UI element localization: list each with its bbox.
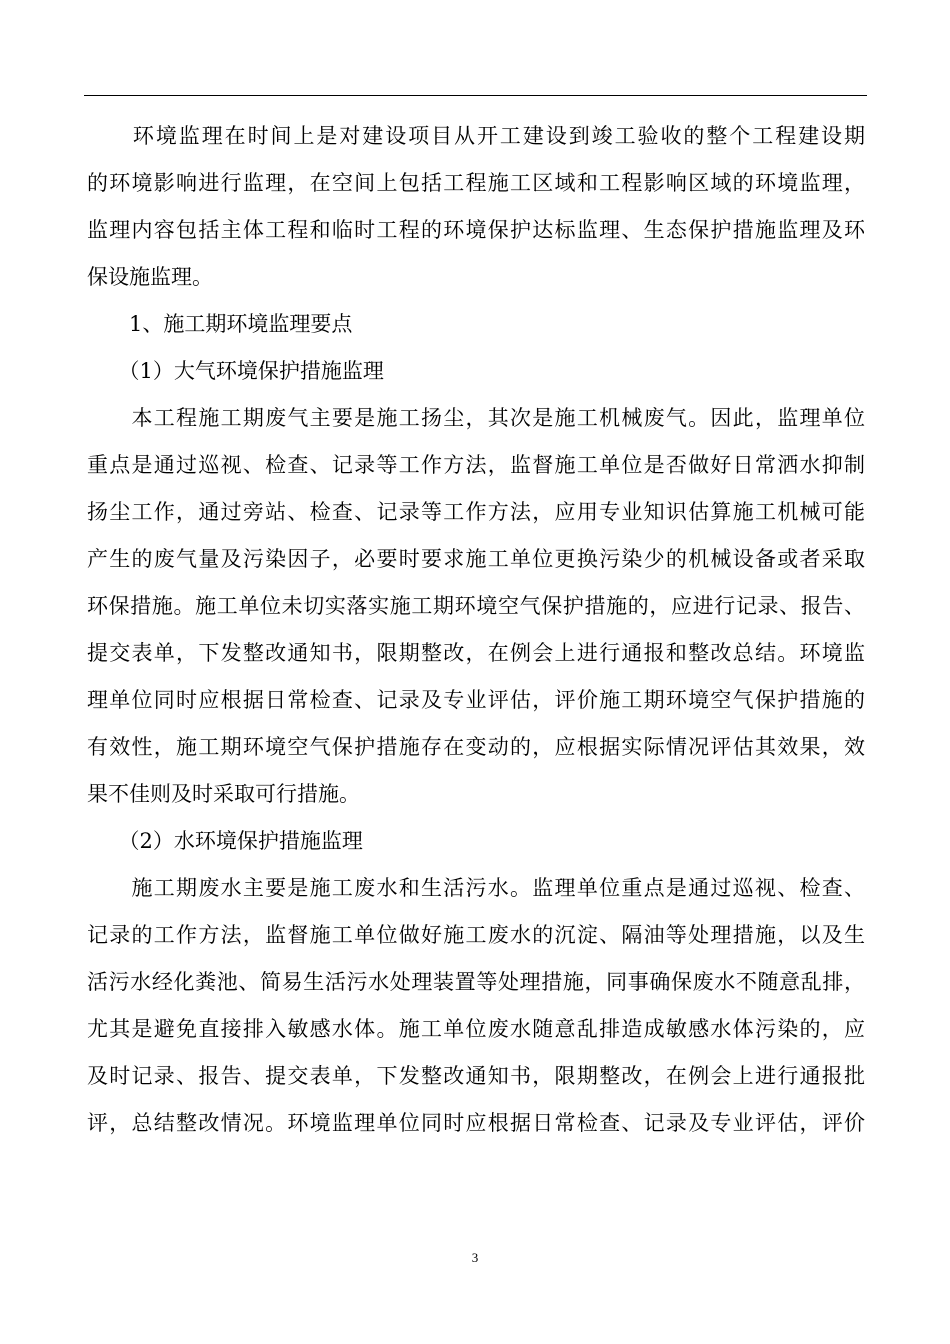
page-number: 3 (471, 1250, 479, 1265)
paragraph-line: 有效性，施工期环境空气保护措施存在变动的，应根据实际情况评估其效果，效 (87, 735, 865, 759)
section-heading: 1、施工期环境监理要点 (87, 312, 353, 336)
paragraph-line: 果不佳则及时采取可行措施。 (87, 782, 360, 806)
paragraph-line: 扬尘工作，通过旁站、检查、记录等工作方法，应用专业知识估算施工机械可能 (87, 500, 865, 524)
paragraph-line: 监理内容包括主体工程和临时工程的环境保护达标监理、生态保护措施监理及环 (87, 218, 865, 242)
paragraph-line: 的环境影响进行监理，在空间上包括工程施工区域和工程影响区域的环境监理， (87, 171, 865, 195)
paragraph-line: 活污水经化粪池、简易生活污水处理装置等处理措施，同事确保废水不随意乱排， (87, 970, 865, 994)
paragraph-line: 施工期废水主要是施工废水和生活污水。监理单位重点是通过巡视、检查、 (87, 876, 865, 900)
paragraph-line: 提交表单，下发整改通知书，限期整改，在例会上进行通报和整改总结。环境监 (87, 641, 865, 665)
paragraph-line: 评，总结整改情况。环境监理单位同时应根据日常检查、记录及专业评估，评价 (87, 1111, 865, 1135)
document-body (87, 113, 865, 1147)
paragraph-line: 本工程施工期废气主要是施工扬尘，其次是施工机械废气。因此，监理单位 (87, 406, 865, 430)
subsection-heading: （2）水环境保护措施监理 (87, 829, 363, 853)
paragraph-line: 保设施监理。 (87, 265, 213, 289)
paragraph-line: 重点是通过巡视、检查、记录等工作方法，监督施工单位是否做好日常洒水抑制 (87, 453, 865, 477)
header-rule (84, 95, 867, 96)
paragraph-line: 尤其是避免直接排入敏感水体。施工单位废水随意乱排造成敏感水体污染的，应 (87, 1017, 865, 1041)
paragraph-line: 产生的废气量及污染因子，必要时要求施工单位更换污染少的机械设备或者采取 (87, 547, 865, 571)
subsection-heading: （1）大气环境保护措施监理 (87, 359, 384, 383)
paragraph-line: 记录的工作方法，监督施工单位做好施工废水的沉淀、隔油等处理措施，以及生 (87, 923, 865, 947)
paragraph-line: 及时记录、报告、提交表单，下发整改通知书，限期整改，在例会上进行通报批 (87, 1064, 865, 1088)
paragraph-line: 环保措施。施工单位未切实落实施工期环境空气保护措施的，应进行记录、报告、 (87, 594, 865, 618)
paragraph-line: 理单位同时应根据日常检查、记录及专业评估，评价施工期环境空气保护措施的 (87, 688, 865, 712)
paragraph-line: 环境监理在时间上是对建设项目从开工建设到竣工验收的整个工程建设期 (87, 124, 865, 148)
